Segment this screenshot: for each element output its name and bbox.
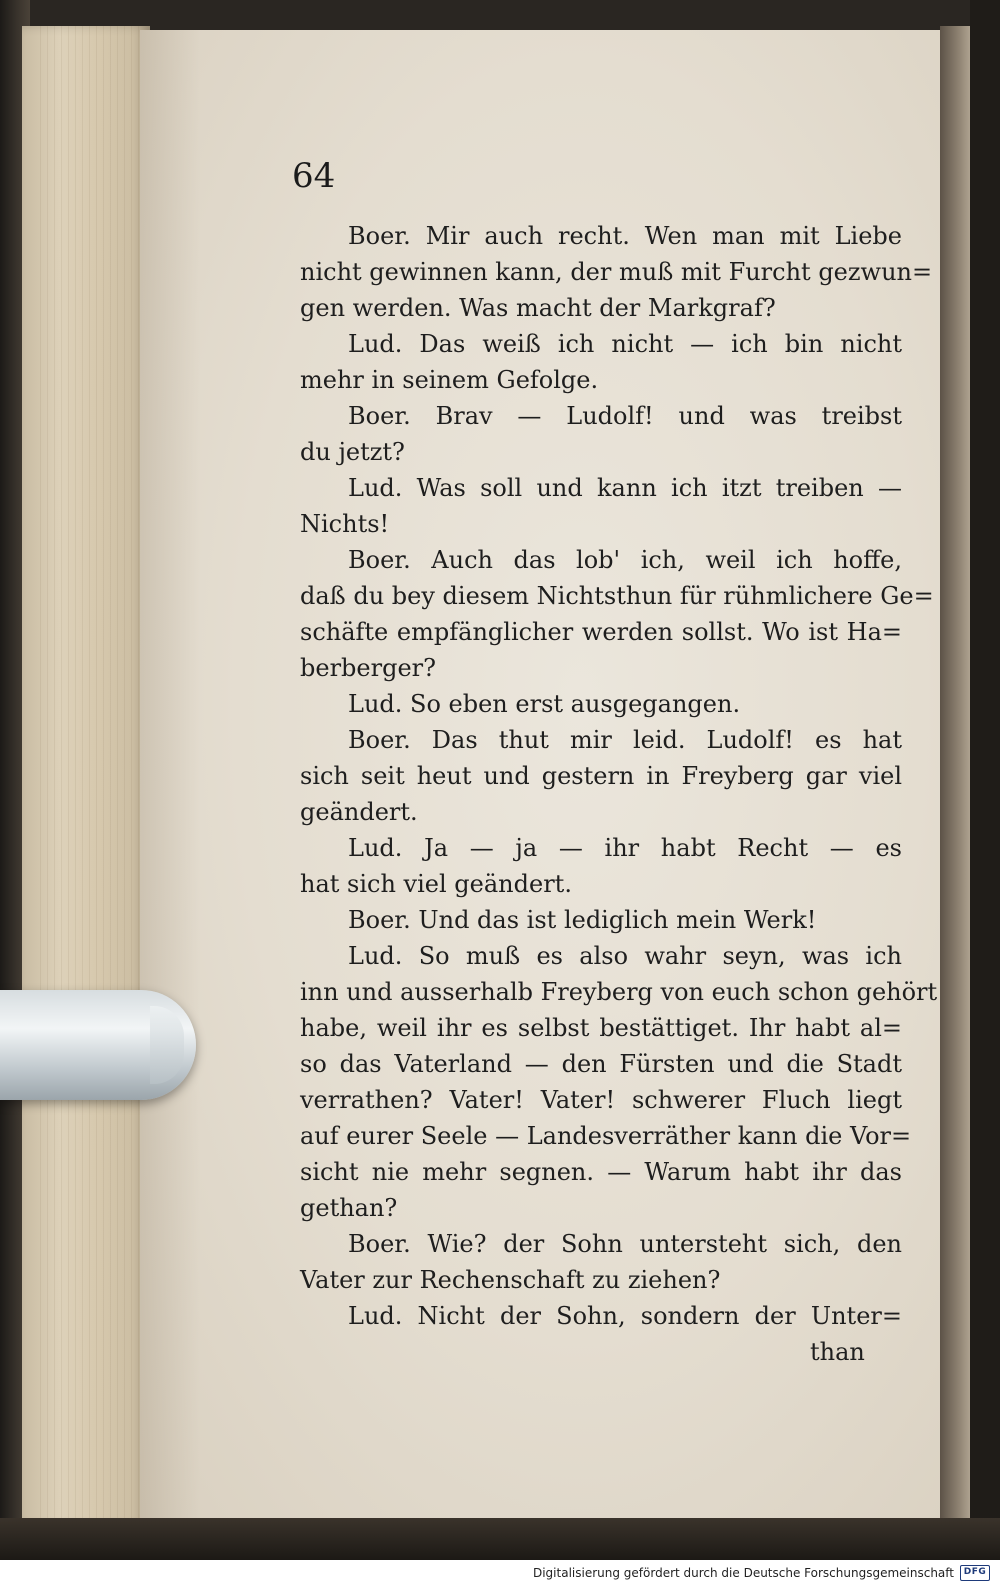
page-number: 64 (292, 156, 336, 196)
text-line: verrathen? Vater! Vater! schwerer Fluch liegt (300, 1086, 902, 1114)
text-line: gen werden. Was macht der Markgraf? (300, 294, 776, 322)
text-line: Boer. Und das ist lediglich mein Werk! (348, 906, 817, 934)
text-line: inn und ausserhalb Freyberg von euch schon gehört (300, 978, 938, 1006)
text-line: habe, weil ihr es selbst bestättiget. Ihr habt al= (300, 1014, 902, 1042)
text-line: Lud. So eben erst ausgegangen. (348, 690, 741, 718)
text-line: Boer. Mir auch recht. Wen man mit Liebe (348, 222, 902, 250)
text-line: auf eurer Seele — Landesverräther kann die Vor= (300, 1122, 912, 1150)
text-line: schäfte empfänglicher werden sollst. Wo ist Ha= (300, 618, 902, 646)
background-dark (970, 0, 1000, 1540)
text-line: Vater zur Rechenschaft zu ziehen? (300, 1266, 721, 1294)
text-line: mehr in seinem Gefolge. (300, 366, 599, 394)
text-line: Lud. So muß es also wahr seyn, was ich (348, 942, 902, 970)
text-line: Boer. Auch das lob' ich, weil ich hoffe, (348, 546, 902, 574)
funding-credit: Digitalisierung gefördert durch die Deutsche Forschungsgemeinschaft (532, 1566, 954, 1580)
bottom-band (0, 1518, 1000, 1560)
text-line: sich seit heut und gestern in Freyberg gar viel (300, 762, 902, 790)
text-line: du jetzt? (300, 438, 405, 466)
page-block-lines (40, 26, 140, 1526)
dfg-logo-icon: DFG (960, 1565, 990, 1581)
text-line: gethan? (300, 1194, 398, 1222)
text-line: Lud. Nicht der Sohn, sondern der Unter= (348, 1302, 902, 1330)
text-line: hat sich viel geändert. (300, 870, 572, 898)
text-line: geändert. (300, 798, 418, 826)
text-line: so das Vaterland — den Fürsten und die Stadt (300, 1050, 902, 1078)
text-line: Boer. Brav — Ludolf! und was treibst (348, 402, 902, 430)
catchword: than (810, 1338, 865, 1366)
text-line: Nichts! (300, 510, 390, 538)
text-line: sicht nie mehr segnen. — Warum habt ihr das (300, 1158, 902, 1186)
text-line: Boer. Das thut mir leid. Ludolf! es hat (348, 726, 902, 754)
text-line: nicht gewinnen kann, der muß mit Furcht gezwun= (300, 258, 933, 286)
footer-bar (0, 1560, 1000, 1588)
text-line: Lud. Ja — ja — ihr habt Recht — es (348, 834, 902, 862)
text-line: berberger? (300, 654, 436, 682)
text-line: Lud. Was soll und kann ich itzt treiben — (348, 474, 902, 502)
text-line: Boer. Wie? der Sohn untersteht sich, den (348, 1230, 902, 1258)
text-line: Lud. Das weiß ich nicht — ich bin nicht (348, 330, 902, 358)
page-gutter-shade (140, 30, 200, 1518)
text-line: daß du bey diesem Nichtsthun für rühmlichere Ge= (300, 582, 934, 610)
